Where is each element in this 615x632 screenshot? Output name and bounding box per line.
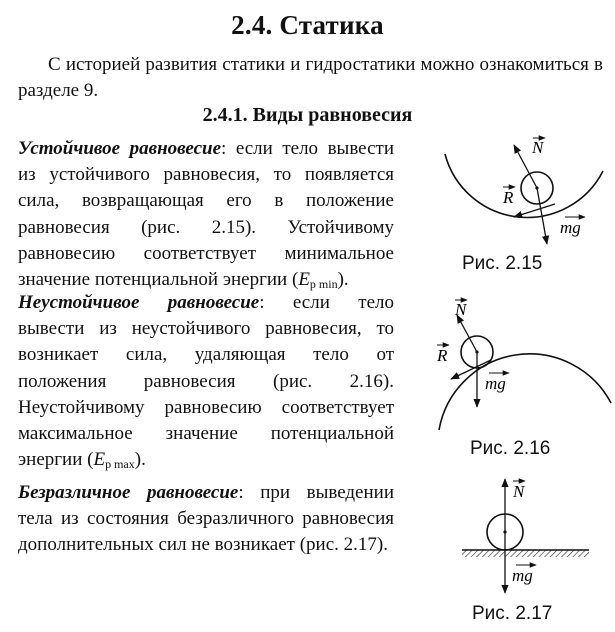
- figure-2-16-unstable-diagram: [415, 295, 615, 430]
- stable-term: Устойчивое равновесие: [18, 138, 222, 159]
- neutral-equilibrium-paragraph: [18, 480, 394, 559]
- label-N: N: [455, 300, 467, 319]
- unstable-text: : если тело вывести из неустойчивого равновесия, то возникает сила, удаляющая тело от положения равновесия (рис. 2.16). Неустойчивому равновесию соответствует максимальное значение потенциальной энергии (: [18, 292, 394, 471]
- ground-hatching: [462, 550, 589, 557]
- stable-tail: ).: [337, 269, 349, 291]
- label-R: R: [503, 188, 514, 207]
- label-N: N: [513, 482, 525, 501]
- unstable-tail: ).: [134, 449, 146, 471]
- label-mg: mg: [512, 566, 533, 585]
- hump-surface: [439, 354, 611, 430]
- label-R: R: [437, 346, 448, 365]
- figure-2-15-caption: Рис. 2.15: [462, 253, 543, 274]
- unstable-energy-sub: p max: [105, 457, 135, 472]
- stable-equilibrium-paragraph: [18, 136, 394, 297]
- subsection-title: 2.4.1. Виды равновесия: [202, 104, 413, 126]
- stable-energy-sub: p min: [309, 277, 338, 292]
- figure-2-15-stable-diagram: [415, 126, 615, 246]
- unstable-energy-symbol: E: [93, 449, 106, 471]
- normal-force-arrow: [457, 315, 477, 352]
- section-title: 2.4. Статика: [231, 10, 384, 40]
- stable-text: : если тело вывести из устойчивого равновесия, то появляется сила, возвращающая его в положение равновесия (рис. 2.15). Устойчивому равновесию соответствует минимальное значение потенциальной энергии (: [18, 138, 394, 291]
- neutral-text: : при выведении тела из состояния безразличного равновесия дополнительных сил не возникает (рис. 2.17).: [18, 482, 394, 556]
- intro-paragraph: С историей развития статики и гидростатики можно ознакомиться в разделе 9.: [18, 54, 603, 101]
- unstable-equilibrium-paragraph: [18, 290, 394, 477]
- stable-energy-symbol: E: [298, 269, 310, 291]
- figure-2-17-neutral-diagram: [445, 475, 605, 595]
- figure-2-17-caption: Рис. 2.17: [472, 603, 553, 624]
- figure-2-16-caption: Рис. 2.16: [470, 438, 551, 459]
- label-N: N: [532, 138, 544, 157]
- label-mg: mg: [485, 374, 506, 393]
- label-mg: mg: [560, 218, 581, 237]
- neutral-term: Безразличное равновесие: [18, 482, 239, 503]
- unstable-term: Неустойчивое равновесие: [18, 292, 260, 313]
